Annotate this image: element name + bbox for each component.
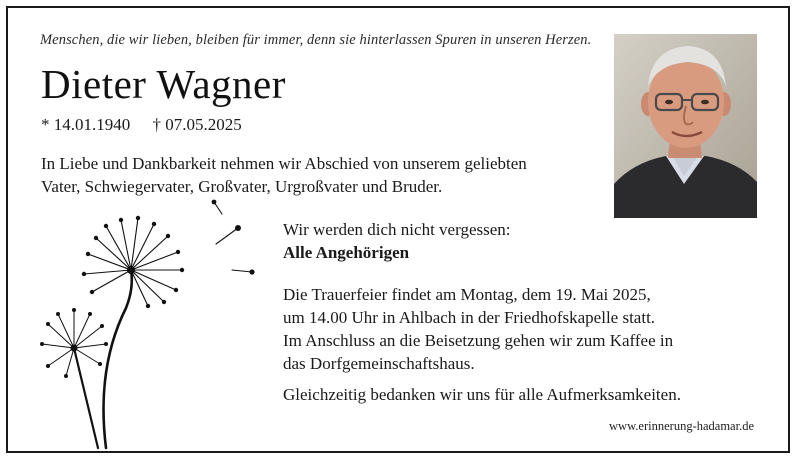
farewell-text: Wir werden dich nicht vergessen:	[283, 220, 511, 239]
intro-line: In Liebe und Dankbarkeit nehmen wir Abschied von unserem geliebten	[41, 154, 527, 173]
funeral-details	[283, 283, 743, 375]
thanks-text: Gleichzeitig bedanken wir uns für alle Aufmerksamkeiten.	[283, 385, 681, 404]
dandelion-illustration	[26, 198, 286, 453]
message-block	[283, 218, 743, 406]
website-link[interactable]: www.erinnerung-hadamar.de	[609, 419, 754, 433]
funeral-line: Die Trauerfeier findet am Montag, dem 19. Mai 2025,	[283, 285, 651, 304]
intro-line: Vater, Schwiegervater, Großvater, Urgroßvater und Bruder.	[41, 177, 443, 196]
birth-date: * 14.01.1940	[41, 115, 131, 134]
portrait-illustration	[614, 34, 757, 218]
funeral-line: das Dorfgemeinschaftshaus.	[283, 354, 475, 373]
funeral-line: Im Anschluss an die Beisetzung gehen wir zum Kaffee in	[283, 331, 674, 350]
signer-text: Alle Angehörigen	[283, 243, 410, 262]
deceased-name: Dieter Wagner	[41, 61, 286, 107]
life-dates	[41, 115, 242, 135]
funeral-line: um 14.00 Uhr in Ahlbach in der Friedhofskapelle statt.	[283, 308, 656, 327]
death-date: † 07.05.2025	[152, 115, 242, 134]
obituary-card	[6, 6, 790, 453]
memorial-quote: Menschen, die wir lieben, bleiben für immer, denn sie hinterlassen Spuren in unseren Herzen.	[40, 32, 592, 48]
portrait-photo	[614, 34, 757, 218]
intro-text	[41, 152, 601, 198]
